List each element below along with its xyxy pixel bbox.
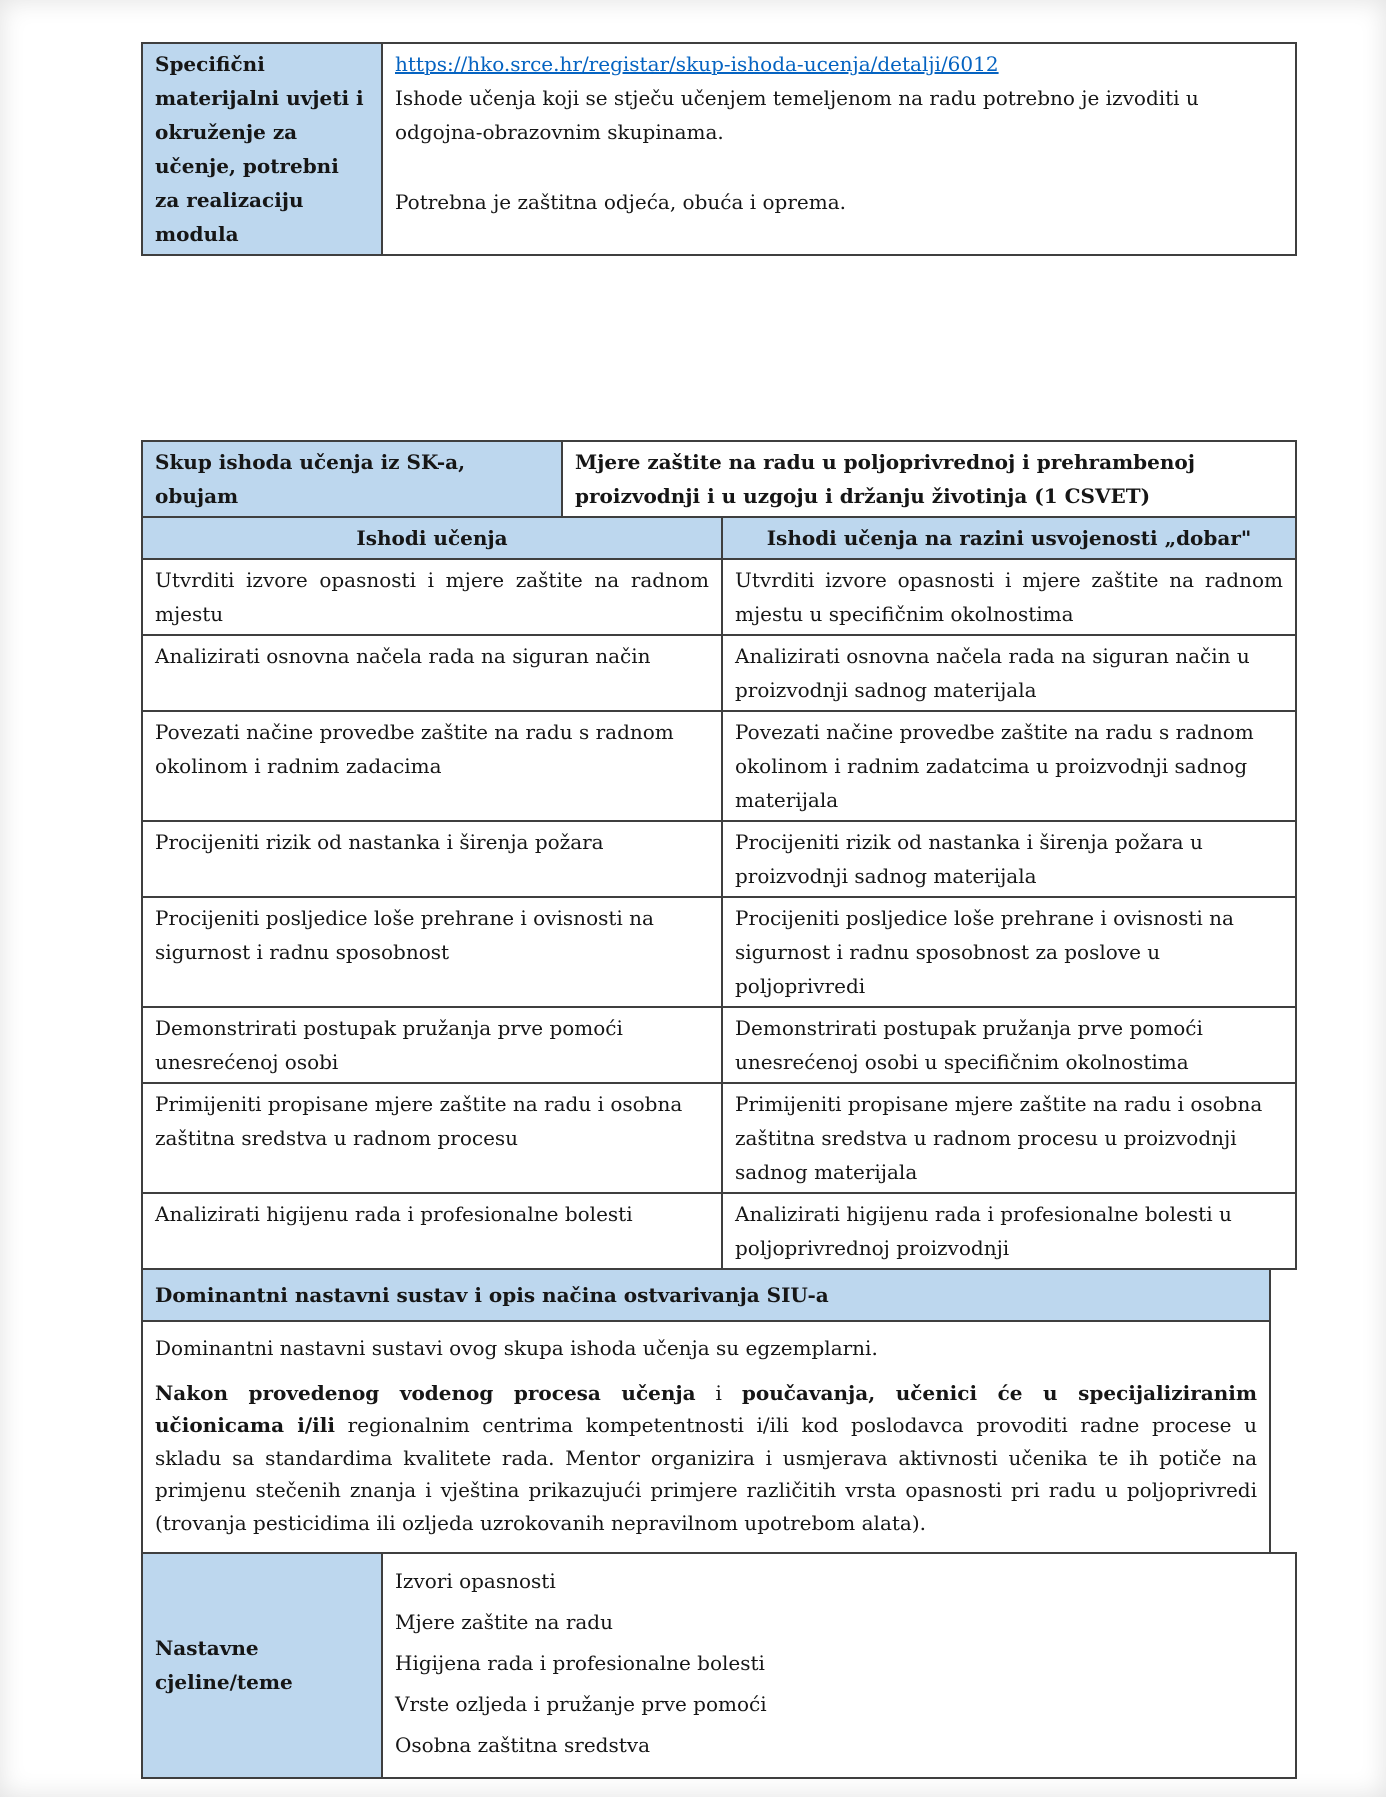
outcome-right-cell: Utvrditi izvore opasnosti i mjere zaštite na radnom mjestu u specifičnim okolnostima (722, 559, 1296, 635)
outcome-right-cell: Povezati načine provedbe zaštite na radu s radnom okolinom i radnim zadatcima u proizvodnji sadnog materijala (722, 711, 1296, 821)
outcome-right-cell: Analizirati osnovna načela rada na siguran način u proizvodnji sadnog materijala (722, 635, 1296, 711)
topic-item: Izvori opasnosti (395, 1568, 556, 1593)
outcome-left-cell: Analizirati osnovna načela rada na siguran način (142, 635, 722, 711)
column-header-outcomes-level: Ishodi učenja na razini usvojenosti „dobar" (722, 517, 1296, 559)
outcome-column-header-table (141, 516, 1297, 560)
link-line (395, 47, 1283, 81)
dominant-system-header: Dominantni nastavni sustav i opis načina ostvarivanja SIU-a (142, 1269, 1270, 1321)
outcome-row (142, 1083, 1296, 1193)
table-gap (141, 256, 1243, 440)
outcome-row (142, 635, 1296, 711)
teaching-topics-row (142, 1553, 1296, 1778)
dominant-paragraph-2-bold-lead: Nakon provedenog vodenog procesa učenja (155, 1381, 696, 1405)
dominant-paragraph-2 (155, 1377, 1257, 1539)
outcome-row (142, 897, 1296, 1007)
outcomes-table (141, 558, 1297, 1270)
outcome-row (142, 821, 1296, 897)
outcome-left-cell: Demonstrirati postupak pružanja prve pomoći unesrećenoj osobi (142, 1007, 722, 1083)
conditions-paragraph-1: Ishode učenja koji se stječu učenjem temeljenom na radu potrebno je izvoditi u odgojna-obrazovnim skupinama. (395, 86, 1199, 144)
outcome-left-cell: Analizirati higijenu rada i profesionalne bolesti (142, 1193, 722, 1269)
outcome-right-cell: Procijeniti rizik od nastanka i širenja požara u proizvodnji sadnog materijala (722, 821, 1296, 897)
module-conditions-table (141, 42, 1297, 256)
outcome-column-header-row (142, 517, 1296, 559)
outcome-set-header-table (141, 440, 1297, 518)
dominant-system-body (142, 1321, 1270, 1553)
outcome-set-label: Skup ishoda učenja iz SK-a, obujam (142, 441, 562, 517)
outcome-right-cell: Primijeniti propisane mjere zaštite na radu i osobna zaštitna sredstva u radnom procesu u proizvodnji sadnog materijala (722, 1083, 1296, 1193)
outcome-left-cell: Procijeniti posljedice loše prehrane i ovisnosti na sigurnost i radnu sposobnost (142, 897, 722, 1007)
outcome-left-cell: Povezati načine provedbe zaštite na radu s radnom okolinom i radnim zadacima (142, 711, 722, 821)
outcome-right-cell: Procijeniti posljedice loše prehrane i ovisnosti na sigurnost i radnu sposobnost za poslove u poljoprivredi (722, 897, 1296, 1007)
module-conditions-content (382, 43, 1296, 255)
topic-item: Osobna zaštitna sredstva (395, 1732, 651, 1757)
module-conditions-label: Specifični materijalni uvjeti i okruženje za učenje, potrebni za realizaciju modula (142, 43, 382, 255)
outcome-right-cell: Demonstrirati postupak pružanja prve pomoći unesrećenoj osobi u specifičnim okolnostima (722, 1007, 1296, 1083)
dominant-system-body-row (142, 1321, 1270, 1553)
dominant-paragraph-2-mid: i (695, 1381, 742, 1405)
dominant-paragraph-1: Dominantni nastavni sustavi ovog skupa ishoda učenja su egzemplarni. (155, 1336, 878, 1360)
conditions-paragraph-2: Potrebna je zaštitna odjeća, obuća i oprema. (395, 190, 847, 214)
document-page (141, 42, 1283, 1779)
dominant-system-header-row (142, 1269, 1270, 1321)
module-conditions-row (142, 43, 1296, 255)
teaching-topics-label: Nastavne cjeline/teme (142, 1553, 382, 1778)
outcome-left-cell: Primijeniti propisane mjere zaštite na radu i osobna zaštitna sredstva u radnom procesu (142, 1083, 722, 1193)
outcome-right-cell: Analizirati higijenu rada i profesionalne bolesti u poljoprivrednoj proizvodnji (722, 1193, 1296, 1269)
topic-item: Mjere zaštite na radu (395, 1609, 613, 1634)
teaching-topics-list (382, 1553, 1296, 1778)
topic-item: Vrste ozljeda i pružanje prve pomoći (395, 1691, 767, 1716)
outcome-set-header-row (142, 441, 1296, 517)
dominant-system-header-table (141, 1268, 1271, 1322)
blank-line (395, 149, 1283, 185)
dominant-paragraph-2-rest: regionalnim centrima kompetentnosti i/ili kod poslodavca provoditi radne procese u skladu sa standardima kvalitete rada. Mentor organizira i usmjerava aktivnosti učenika te ih potiče na primjenu stečenih znanja i vještina prikazujući primjere različitih vrsta opasnosti pri radu u poljoprivredi (trovanja pesticidima ili ozljeda uzrokovanih nepravilnom upotrebom alata). (155, 1413, 1257, 1535)
outcome-row (142, 1007, 1296, 1083)
hko-register-link[interactable]: https://hko.srce.hr/registar/skup-ishoda-ucenja/detalji/6012 (395, 52, 999, 76)
teaching-topics-table (141, 1552, 1297, 1779)
outcome-set-value: Mjere zaštite na radu u poljoprivrednoj i prehrambenoj proizvodnji i u uzgoju i držanju životinja (1 CSVET) (562, 441, 1296, 517)
outcome-row (142, 711, 1296, 821)
outcome-row (142, 559, 1296, 635)
column-header-outcomes: Ishodi učenja (142, 517, 722, 559)
dominant-paragraph-2-bold-2: poučavanja, učenici će u specijaliziranim učionicama i/ili (155, 1381, 1257, 1438)
outcome-row (142, 1193, 1296, 1269)
outcome-left-cell: Utvrditi izvore opasnosti i mjere zaštite na radnom mjestu (142, 559, 722, 635)
outcome-left-cell: Procijeniti rizik od nastanka i širenja požara (142, 821, 722, 897)
topic-item: Higijena rada i profesionalne bolesti (395, 1650, 765, 1675)
dominant-system-body-table (141, 1320, 1271, 1554)
